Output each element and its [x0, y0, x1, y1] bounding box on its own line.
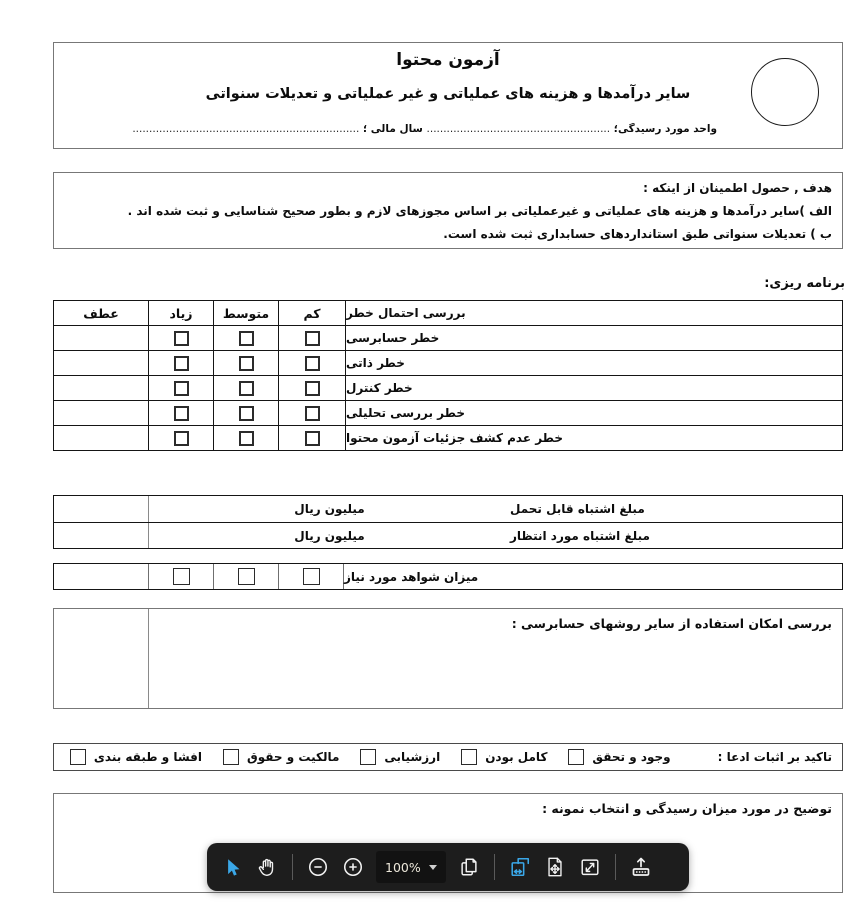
assertion-checkbox[interactable]: [360, 749, 376, 765]
misstatement-table: [53, 495, 843, 549]
ref-cell: [54, 523, 148, 548]
zoom-level-dropdown[interactable]: [376, 851, 446, 883]
chevron-down-icon: [429, 865, 437, 870]
ref-cell: [54, 401, 148, 425]
table-row: [54, 400, 842, 425]
col-header-high: زیاد: [148, 301, 213, 325]
risk-row-label: خطر ذاتی: [345, 351, 842, 375]
zoom-in-icon: [342, 856, 364, 878]
zoom-out-icon: [307, 856, 329, 878]
table-row: [54, 425, 842, 450]
ref-cell: [54, 426, 148, 450]
toolbar-divider: [615, 854, 616, 880]
select-cursor-icon: [222, 857, 243, 878]
risk-table-header-row: [54, 301, 842, 325]
objective-item-b: ب ) تعدیلات سنواتی طبق استانداردهای حسابداری ثبت شده است.: [443, 227, 832, 241]
checkbox-high[interactable]: [174, 381, 189, 396]
assertion-item: [461, 749, 547, 765]
other-methods-box: [53, 608, 843, 709]
amount-row-label: مبلغ اشتباه مورد انتظار: [510, 528, 650, 543]
assertion-checkbox[interactable]: [70, 749, 86, 765]
assertion-checkbox[interactable]: [461, 749, 477, 765]
table-row: [54, 522, 842, 548]
table-row: [54, 375, 842, 400]
year-fill-line: ....................................................................: [132, 123, 360, 135]
risk-table: [53, 300, 843, 451]
checkbox-low[interactable]: [305, 381, 320, 396]
assertion-item: [568, 749, 670, 765]
checkbox-low[interactable]: [305, 356, 320, 371]
zoom-level-value: 100%: [385, 859, 421, 875]
amount-row-label: مبلغ اشتباه قابل تحمل: [510, 502, 645, 516]
evidence-checkbox-high[interactable]: [173, 568, 190, 585]
checkbox-low[interactable]: [305, 406, 320, 421]
sample-note-label: توضیح در مورد میزان رسیدگی و انتخاب نمونه :: [542, 801, 832, 816]
unit-label: واحد مورد رسیدگی؛: [613, 123, 717, 135]
checkbox-low[interactable]: [305, 331, 320, 346]
pdf-toolbar: [207, 843, 689, 891]
zoom-out-button[interactable]: [306, 855, 330, 879]
risk-row-label: خطر کنترل: [345, 376, 842, 400]
dock-toolbar-icon: [629, 855, 653, 879]
assertion-checkbox[interactable]: [568, 749, 584, 765]
hand-icon: [256, 856, 278, 878]
ref-cell: [54, 376, 148, 400]
objective-item-a: الف )سایر درآمدها و هزینه های عملیاتی و غیرعملیاتی بر اساس مجوزهای لازم و بطور صحیح شناسایی و ثبت شده اند .: [127, 204, 832, 218]
assertion-item-label: کامل بودن: [485, 750, 548, 764]
fit-width-icon: [509, 856, 531, 878]
assertion-item-label: ارزشیابی: [384, 750, 441, 764]
assertion-item-label: وجود و تحقق: [592, 750, 671, 764]
form-title: آزمون محتوا: [396, 50, 500, 70]
fit-width-button[interactable]: [508, 855, 532, 879]
hand-tool-button[interactable]: [255, 855, 279, 879]
risk-row-label: خطر عدم کشف جزئیات آزمون محتوا: [345, 426, 842, 450]
evidence-checkbox-low[interactable]: [303, 568, 320, 585]
assertion-checkbox[interactable]: [223, 749, 239, 765]
col-header-medium: متوسط: [213, 301, 278, 325]
table-row: [54, 350, 842, 375]
checkbox-medium[interactable]: [239, 431, 254, 446]
evidence-checkbox-medium[interactable]: [238, 568, 255, 585]
objective-heading: هدف , حصول اطمینان از اینکه :: [643, 181, 832, 195]
checkbox-high[interactable]: [174, 331, 189, 346]
objective-box: [53, 172, 843, 249]
checkbox-high[interactable]: [174, 356, 189, 371]
pages-button[interactable]: [457, 855, 481, 879]
toolbar-divider: [494, 854, 495, 880]
toolbar-divider: [292, 854, 293, 880]
form-subtitle: سایر درآمدها و هزینه های عملیاتی و غیر عملیاتی و تعدیلات سنواتی: [205, 86, 691, 102]
year-label: سال مالی ؛: [362, 123, 423, 135]
ref-column-divider: [148, 609, 149, 708]
planning-heading: برنامه ریزی:: [764, 276, 845, 291]
form-header: [53, 42, 843, 149]
other-methods-label: بررسی امکان استفاده از سایر روشهای حسابرسی :: [511, 616, 832, 631]
pages-icon: [458, 856, 480, 878]
checkbox-medium[interactable]: [239, 356, 254, 371]
assertions-label: تاکید بر اثبات ادعا :: [717, 750, 832, 764]
risk-row-label: خطر حسابرسی: [345, 326, 842, 350]
checkbox-high[interactable]: [174, 406, 189, 421]
evidence-row: [53, 563, 843, 590]
col-header-ref: عطف: [83, 305, 119, 321]
table-row: [54, 496, 842, 522]
assertion-item: [360, 749, 440, 765]
checkbox-low[interactable]: [305, 431, 320, 446]
unit-cell: میلیون ریال: [148, 496, 510, 522]
fit-page-button[interactable]: [543, 855, 567, 879]
assertion-item: [70, 749, 202, 765]
fullscreen-button[interactable]: [578, 855, 602, 879]
assertions-row: [53, 743, 843, 771]
ref-cell: [54, 326, 148, 350]
table-row: [54, 325, 842, 350]
col-header-risk: بررسی احتمال خطر: [345, 301, 842, 325]
fit-page-icon: [544, 856, 566, 878]
evidence-label: میزان شواهد مورد نیاز: [343, 564, 842, 589]
checkbox-medium[interactable]: [239, 406, 254, 421]
assertion-item-label: مالکیت و حقوق: [247, 750, 340, 764]
zoom-in-button[interactable]: [341, 855, 365, 879]
checkbox-medium[interactable]: [239, 381, 254, 396]
ref-cell: [54, 564, 148, 589]
ref-cell: [54, 351, 148, 375]
col-header-low: کم: [278, 301, 345, 325]
assertion-item-label: افشا و طبقه بندی: [93, 750, 203, 764]
unit-fill-line: .......................................................: [426, 123, 611, 135]
checkbox-medium[interactable]: [239, 331, 254, 346]
unit-cell: میلیون ریال: [148, 523, 510, 548]
risk-row-label: خطر بررسی تحلیلی: [345, 401, 842, 425]
checkbox-high[interactable]: [174, 431, 189, 446]
ref-cell: [54, 496, 148, 522]
select-tool-button[interactable]: [220, 855, 244, 879]
unit-year-line: [68, 123, 717, 135]
assertion-item: [223, 749, 339, 765]
dock-toolbar-button[interactable]: [629, 855, 653, 879]
fullscreen-icon: [579, 856, 601, 878]
